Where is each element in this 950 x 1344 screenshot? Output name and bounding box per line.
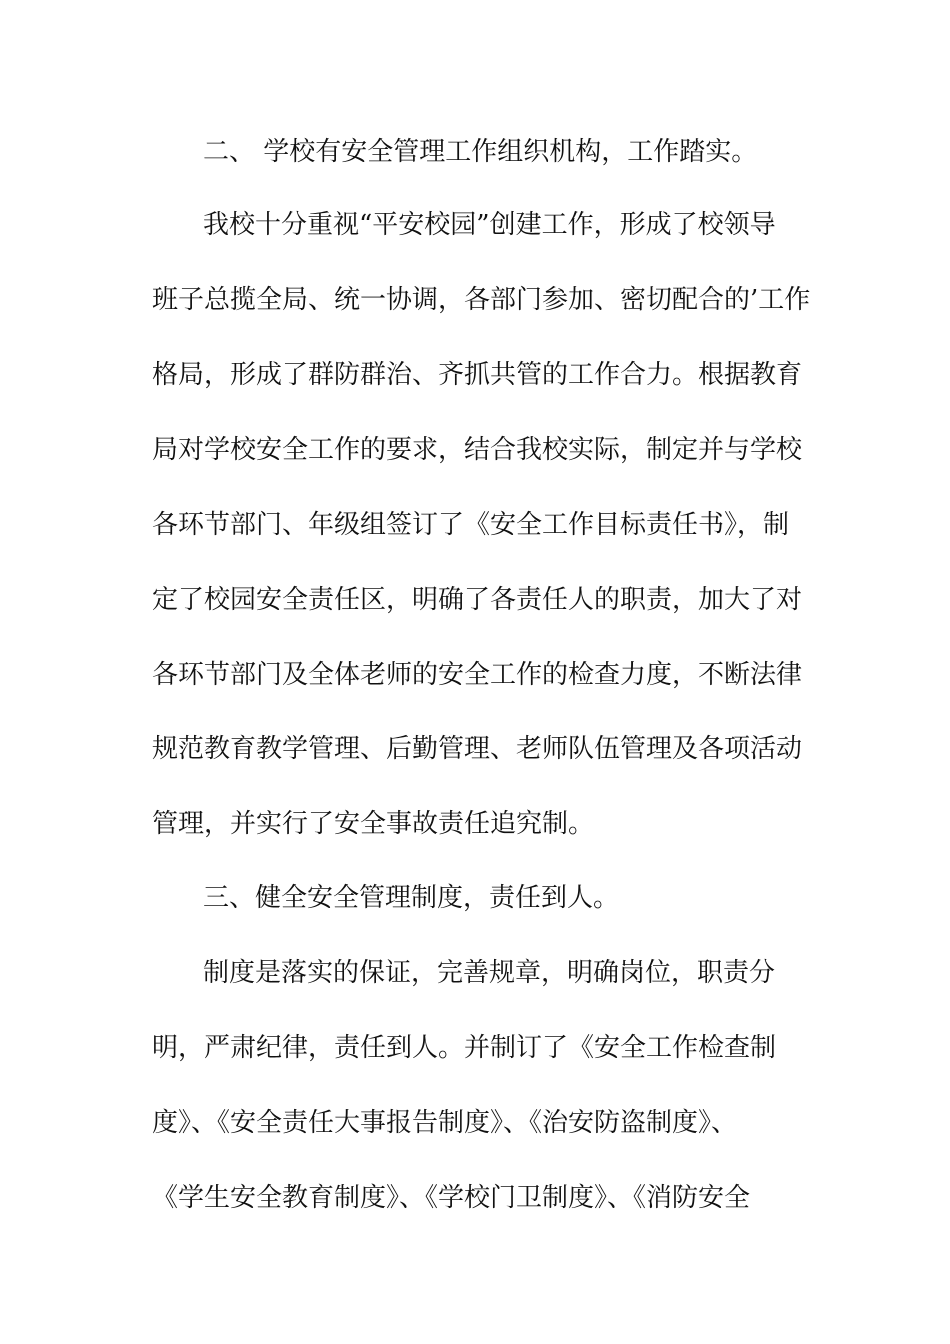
paragraph-line: 格局，形成了群防群治、齐抓共管的工作合力。根据教育: [152, 360, 803, 390]
paragraph-line: 定了校园安全责任区，明确了各责任人的职责，加大了对: [152, 585, 803, 615]
paragraph-line: 规范教育教学管理、后勤管理、老师队伍管理及各项活动: [152, 734, 803, 764]
section-heading-3: 三、健全安全管理制度，责任到人。: [203, 883, 620, 913]
paragraph-line: 班子总揽全局、统一协调，各部门参加、密切配合的’工作: [152, 285, 811, 315]
section-heading-2: 二、 学校有安全管理工作组织机构，工作踏实。: [203, 137, 758, 167]
paragraph-line: 局对学校安全工作的要求，结合我校实际，制定并与学校: [152, 435, 803, 465]
paragraph-line: 各环节部门及全体老师的安全工作的检查力度，不断法律: [152, 660, 803, 690]
paragraph-line: 度》、《安全责任大事报告制度》、《治安防盗制度》、: [152, 1108, 738, 1138]
paragraph-line: 我校十分重视“平安校园”创建工作，形成了校领导: [203, 210, 776, 240]
paragraph-line: 明，严肃纪律，责任到人。并制订了《安全工作检查制: [152, 1033, 777, 1063]
paragraph-line: 各环节部门、年级组签订了《安全工作目标责任书》，制: [152, 510, 790, 540]
paragraph-line: 制度是落实的保证，完善规章，明确岗位，职责分: [203, 958, 776, 988]
paragraph-line: 《学生安全教育制度》、《学校门卫制度》、《消防安全: [152, 1183, 751, 1213]
paragraph-line: 管理，并实行了安全事故责任追究制。: [152, 809, 595, 839]
